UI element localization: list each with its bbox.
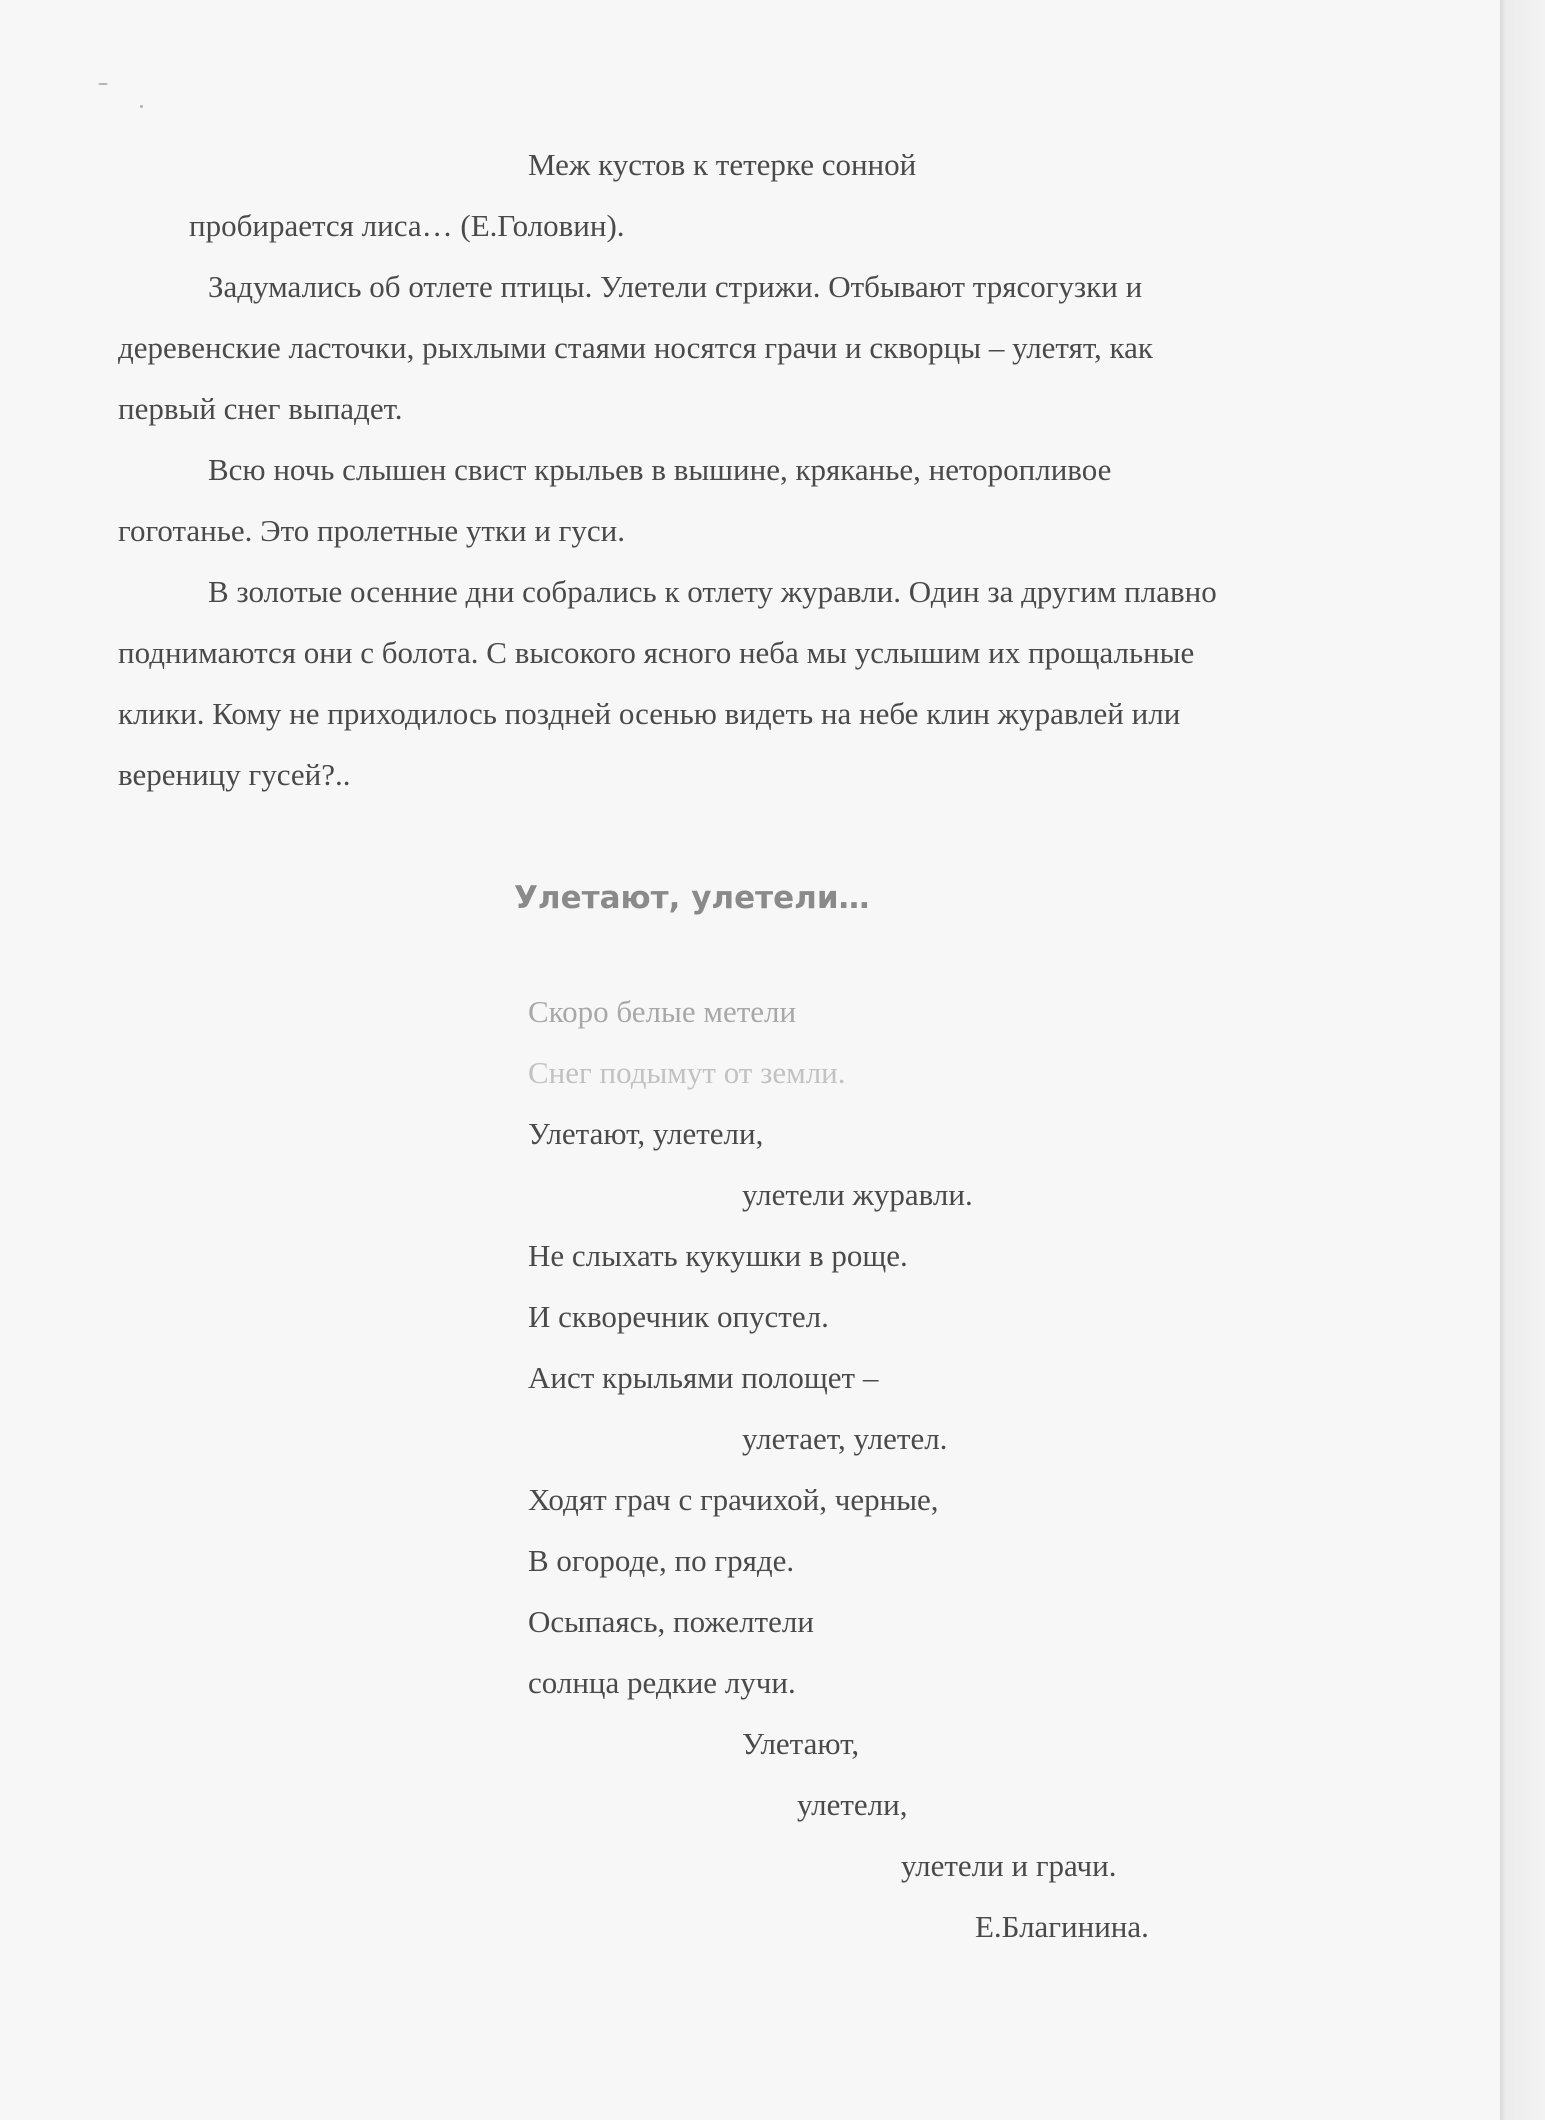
poem-line-13: Улетают, [742, 1726, 860, 1761]
poem-line-10: В огороде, по гряде. [528, 1543, 795, 1578]
poem-line-15: улетели и грачи. [901, 1848, 1117, 1883]
paragraph-1-line-1: Задумались об отлете птицы. Улетели стрижи. Отбывают трясогузки и [208, 269, 1143, 304]
poem-author: Е.Благинина. [975, 1909, 1149, 1944]
poem-line-3: Улетают, улетели, [528, 1116, 764, 1151]
poem-line-4: улетели журавли. [742, 1177, 973, 1212]
poem-line-2: Снег подымут от земли. [528, 1055, 846, 1090]
poem-title: Улетают, улетели… [514, 880, 870, 916]
paragraph-2-line-1: Всю ночь слышен свист крыльев в вышине, кряканье, неторопливое [208, 452, 1112, 487]
paragraph-3-line-1: В золотые осенние дни собрались к отлету журавли. Один за другим плавно [208, 574, 1217, 609]
poem-line-6: И скворечник опустел. [528, 1299, 829, 1334]
intro-verse-line-2: пробирается лиса… (Е.Головин). [189, 208, 625, 243]
poem-line-14: улетели, [797, 1787, 908, 1822]
scan-speck [98, 83, 108, 85]
scan-speck [140, 105, 143, 108]
poem-line-9: Ходят грач с грачихой, черные, [528, 1482, 939, 1517]
paragraph-1-line-2: деревенские ласточки, рыхлыми стаями носятся грачи и скворцы – улетят, как [118, 330, 1153, 365]
poem-line-1: Скоро белые метели [528, 994, 797, 1029]
poem-line-5: Не слыхать кукушки в роще. [528, 1238, 908, 1273]
poem-line-12: солнца редкие лучи. [528, 1665, 796, 1700]
paragraph-1-line-3: первый снег выпадет. [118, 391, 403, 426]
intro-verse-line-1: Меж кустов к тетерке сонной [528, 147, 917, 182]
poem-line-8: улетает, улетел. [742, 1421, 948, 1456]
paragraph-2-line-2: гоготанье. Это пролетные утки и гуси. [118, 513, 625, 548]
paragraph-3-line-2: поднимаются они с болота. С высокого ясного неба мы услышим их прощальные [118, 635, 1195, 670]
poem-line-7: Аист крыльями полощет – [528, 1360, 879, 1395]
paragraph-3-line-4: вереницу гусей?.. [118, 757, 351, 792]
poem-line-11: Осыпаясь, пожелтели [528, 1604, 814, 1639]
page-edge-shadow [1500, 0, 1545, 2120]
paragraph-3-line-3: клики. Кому не приходилось поздней осенью видеть на небе клин журавлей или [118, 696, 1181, 731]
